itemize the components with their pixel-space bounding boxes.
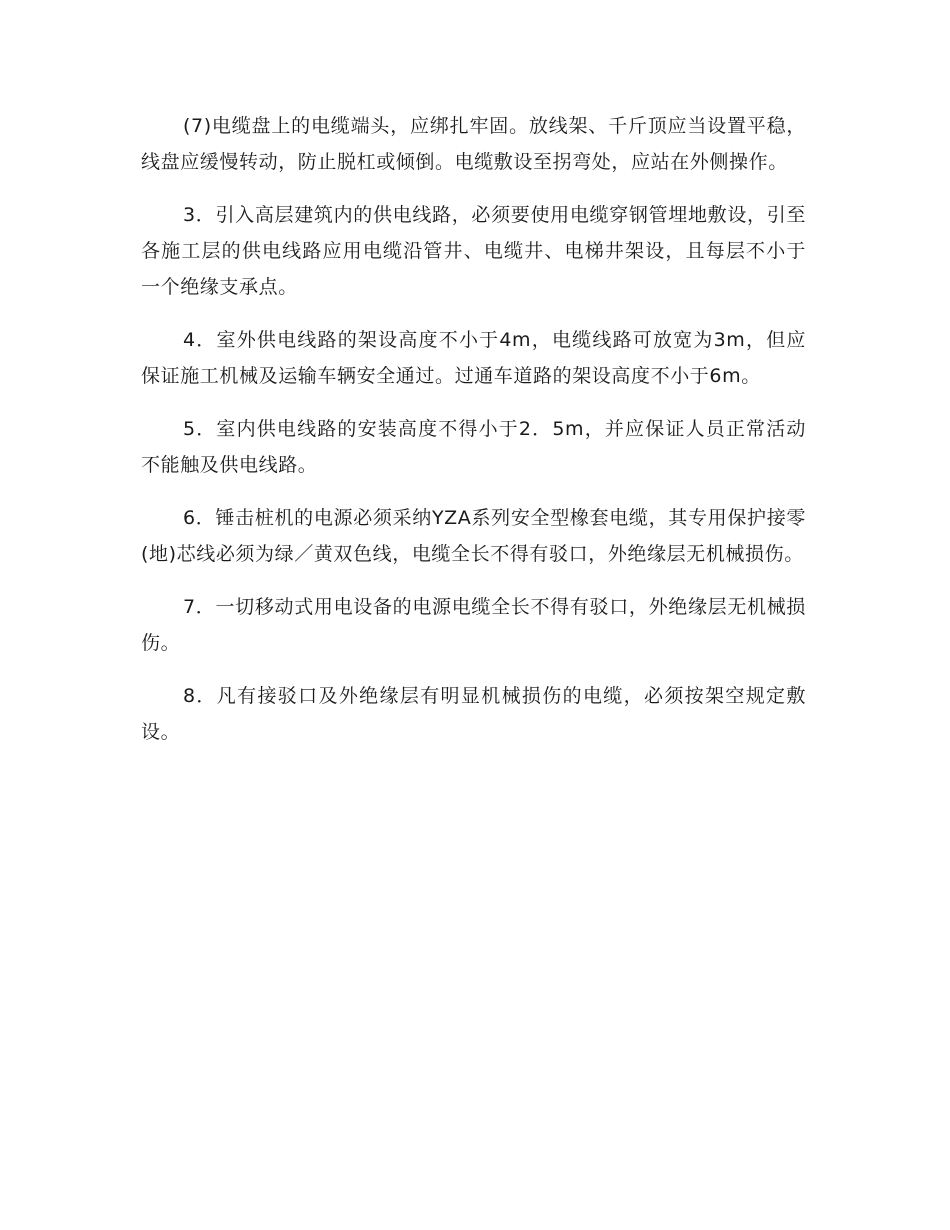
document-body xyxy=(141,108,806,767)
paragraph-cable-reel: (7)电缆盘上的电缆端头，应绑扎牢固。放线架、千斤顶应当设置平稳，线盘应缓慢转动，防止脱杠或倾倒。电缆敷设至拐弯处，应站在外侧操作。 xyxy=(141,115,806,173)
paragraph-pile-driver-cable: 6．锤击桩机的电源必须采纳YZA系列安全型橡套电缆，其专用保护接零(地)芯线必须为绿／黄双色线，电缆全长不得有驳口，外绝缘层无机械损伤。 xyxy=(141,507,806,565)
paragraph-high-rise-supply: 3．引入高层建筑内的供电线路，必须要使用电缆穿钢管埋地敷设，引至各施工层的供电线路应用电缆沿管井、电缆井、电梯井架设，且每层不小于一个绝缘支承点。 xyxy=(141,204,806,298)
paragraph-indoor-height: 5．室内供电线路的安装高度不得小于2．5m，并应保证人员正常活动不能触及供电线路。 xyxy=(141,418,806,476)
paragraph-outdoor-height: 4．室外供电线路的架设高度不小于4m，电缆线路可放宽为3m，但应保证施工机械及运输车辆安全通过。过通车道路的架设高度不小于6m。 xyxy=(141,329,806,387)
paragraph-damaged-cable: 8．凡有接驳口及外绝缘层有明显机械损伤的电缆，必须按架空规定敷设。 xyxy=(141,685,806,743)
paragraph-mobile-equipment: 7．一切移动式用电设备的电源电缆全长不得有驳口，外绝缘层无机械损伤。 xyxy=(141,596,806,654)
